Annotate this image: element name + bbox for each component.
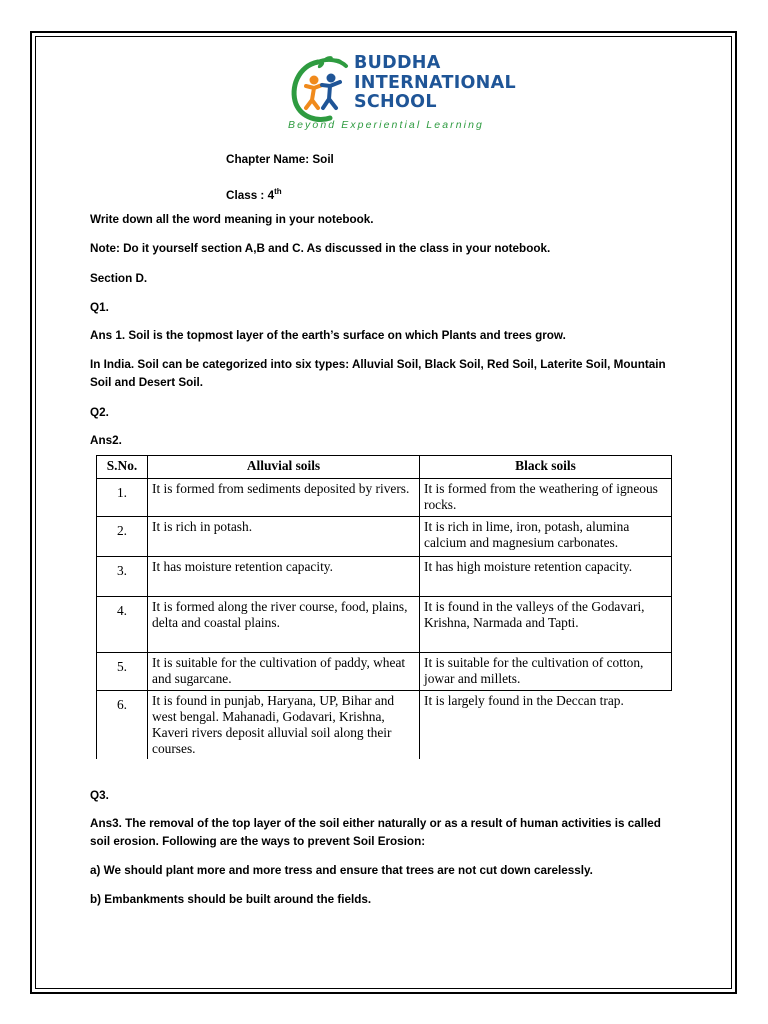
table-cell-alluvial: It has moisture retention capacity. bbox=[148, 557, 420, 597]
q1-answer-label: Ans 1. bbox=[90, 329, 126, 342]
table-cell-sno: 5. bbox=[97, 653, 148, 691]
q1-answer-text: Soil is the topmost layer of the earth’s surface on which Plants and trees grow. bbox=[125, 329, 566, 342]
q3-label: Q3. bbox=[90, 789, 109, 802]
table-header-black: Black soils bbox=[420, 456, 672, 479]
table-cell-alluvial: It is formed along the river course, food, plains, delta and coastal plains. bbox=[148, 597, 420, 653]
table-cell-black: It is found in the valleys of the Godavari, Krishna, Narmada and Tapti. bbox=[420, 597, 672, 653]
q3-answer-line1 bbox=[90, 817, 661, 831]
table-row bbox=[97, 653, 672, 691]
table-cell-alluvial: It is formed from sediments deposited by rivers. bbox=[148, 479, 420, 517]
school-name-line3: SCHOOL bbox=[354, 92, 437, 112]
q3-point-b: b) Embankments should be built around the fields. bbox=[90, 893, 372, 906]
instruction-note: Note: Do it yourself section A,B and C. As discussed in the class in your notebook. bbox=[90, 242, 551, 255]
q3-answer-label: Ans3. bbox=[90, 817, 122, 830]
table-header-alluvial: Alluvial soils bbox=[148, 456, 420, 479]
table-cell-sno: 3. bbox=[97, 557, 148, 597]
table-cell-black: It is largely found in the Deccan trap. bbox=[420, 691, 672, 760]
q1-soil-types-line2: Soil and Desert Soil. bbox=[90, 376, 204, 389]
school-name-line2: INTERNATIONAL bbox=[354, 72, 516, 93]
q1-label: Q1. bbox=[90, 301, 109, 314]
school-name-line1: BUDDHA bbox=[354, 53, 441, 73]
class-superscript: th bbox=[274, 187, 282, 196]
q2-answer-label: Ans2. bbox=[90, 434, 122, 447]
school-tagline: Beyond Experiential Learning bbox=[288, 119, 484, 131]
q3-point-a: a) We should plant more and more tress and ensure that trees are not cut down carelessly. bbox=[90, 864, 593, 877]
table-cell-sno: 6. bbox=[97, 691, 148, 760]
table-cell-alluvial: It is suitable for the cultivation of paddy, wheat and sugarcane. bbox=[148, 653, 420, 691]
q1-answer bbox=[90, 329, 566, 343]
table-cell-black: It has high moisture retention capacity. bbox=[420, 557, 672, 597]
table-row bbox=[97, 557, 672, 597]
table-header-row bbox=[97, 456, 672, 479]
table-cell-sno: 2. bbox=[97, 517, 148, 557]
table-cell-alluvial: It is found in punjab, Haryana, UP, Bihar and west bengal. Mahanadi, Godavari, Krishna, Kaveri rivers deposit alluvial soil along their courses. bbox=[148, 691, 420, 760]
q1-soil-types-line1: In India. Soil can be categorized into six types: Alluvial Soil, Black Soil, Red Soil, Laterite Soil, Mountain bbox=[90, 358, 666, 371]
table-cell-black: It is rich in lime, iron, potash, alumina calcium and magnesium carbonates. bbox=[420, 517, 672, 557]
q2-label: Q2. bbox=[90, 406, 109, 419]
table-row bbox=[97, 691, 672, 760]
table-cell-black: It is formed from the weathering of igneous rocks. bbox=[420, 479, 672, 517]
chapter-name: Chapter Name: Soil bbox=[226, 153, 334, 166]
table-cell-black: It is suitable for the cultivation of cotton, jowar and millets. bbox=[420, 653, 672, 691]
table-header-sno: S.No. bbox=[97, 456, 148, 479]
q3-answer-text: The removal of the top layer of the soil either naturally or as a result of human activities is called bbox=[121, 817, 661, 830]
class-text: Class : 4 bbox=[226, 188, 275, 202]
q3-answer-line2: soil erosion. Following are the ways to prevent Soil Erosion: bbox=[90, 835, 426, 848]
table-cell-alluvial: It is rich in potash. bbox=[148, 517, 420, 557]
table-cell-sno: 1. bbox=[97, 479, 148, 517]
table-row bbox=[97, 479, 672, 517]
class-label bbox=[226, 185, 282, 203]
table-cell-sno: 4. bbox=[97, 597, 148, 653]
table-row bbox=[97, 517, 672, 557]
table-row bbox=[97, 597, 672, 653]
soil-comparison-table bbox=[96, 455, 672, 759]
school-name bbox=[354, 54, 516, 113]
instruction-word-meaning: Write down all the word meaning in your notebook. bbox=[90, 213, 374, 226]
section-d-heading: Section D. bbox=[90, 272, 148, 285]
